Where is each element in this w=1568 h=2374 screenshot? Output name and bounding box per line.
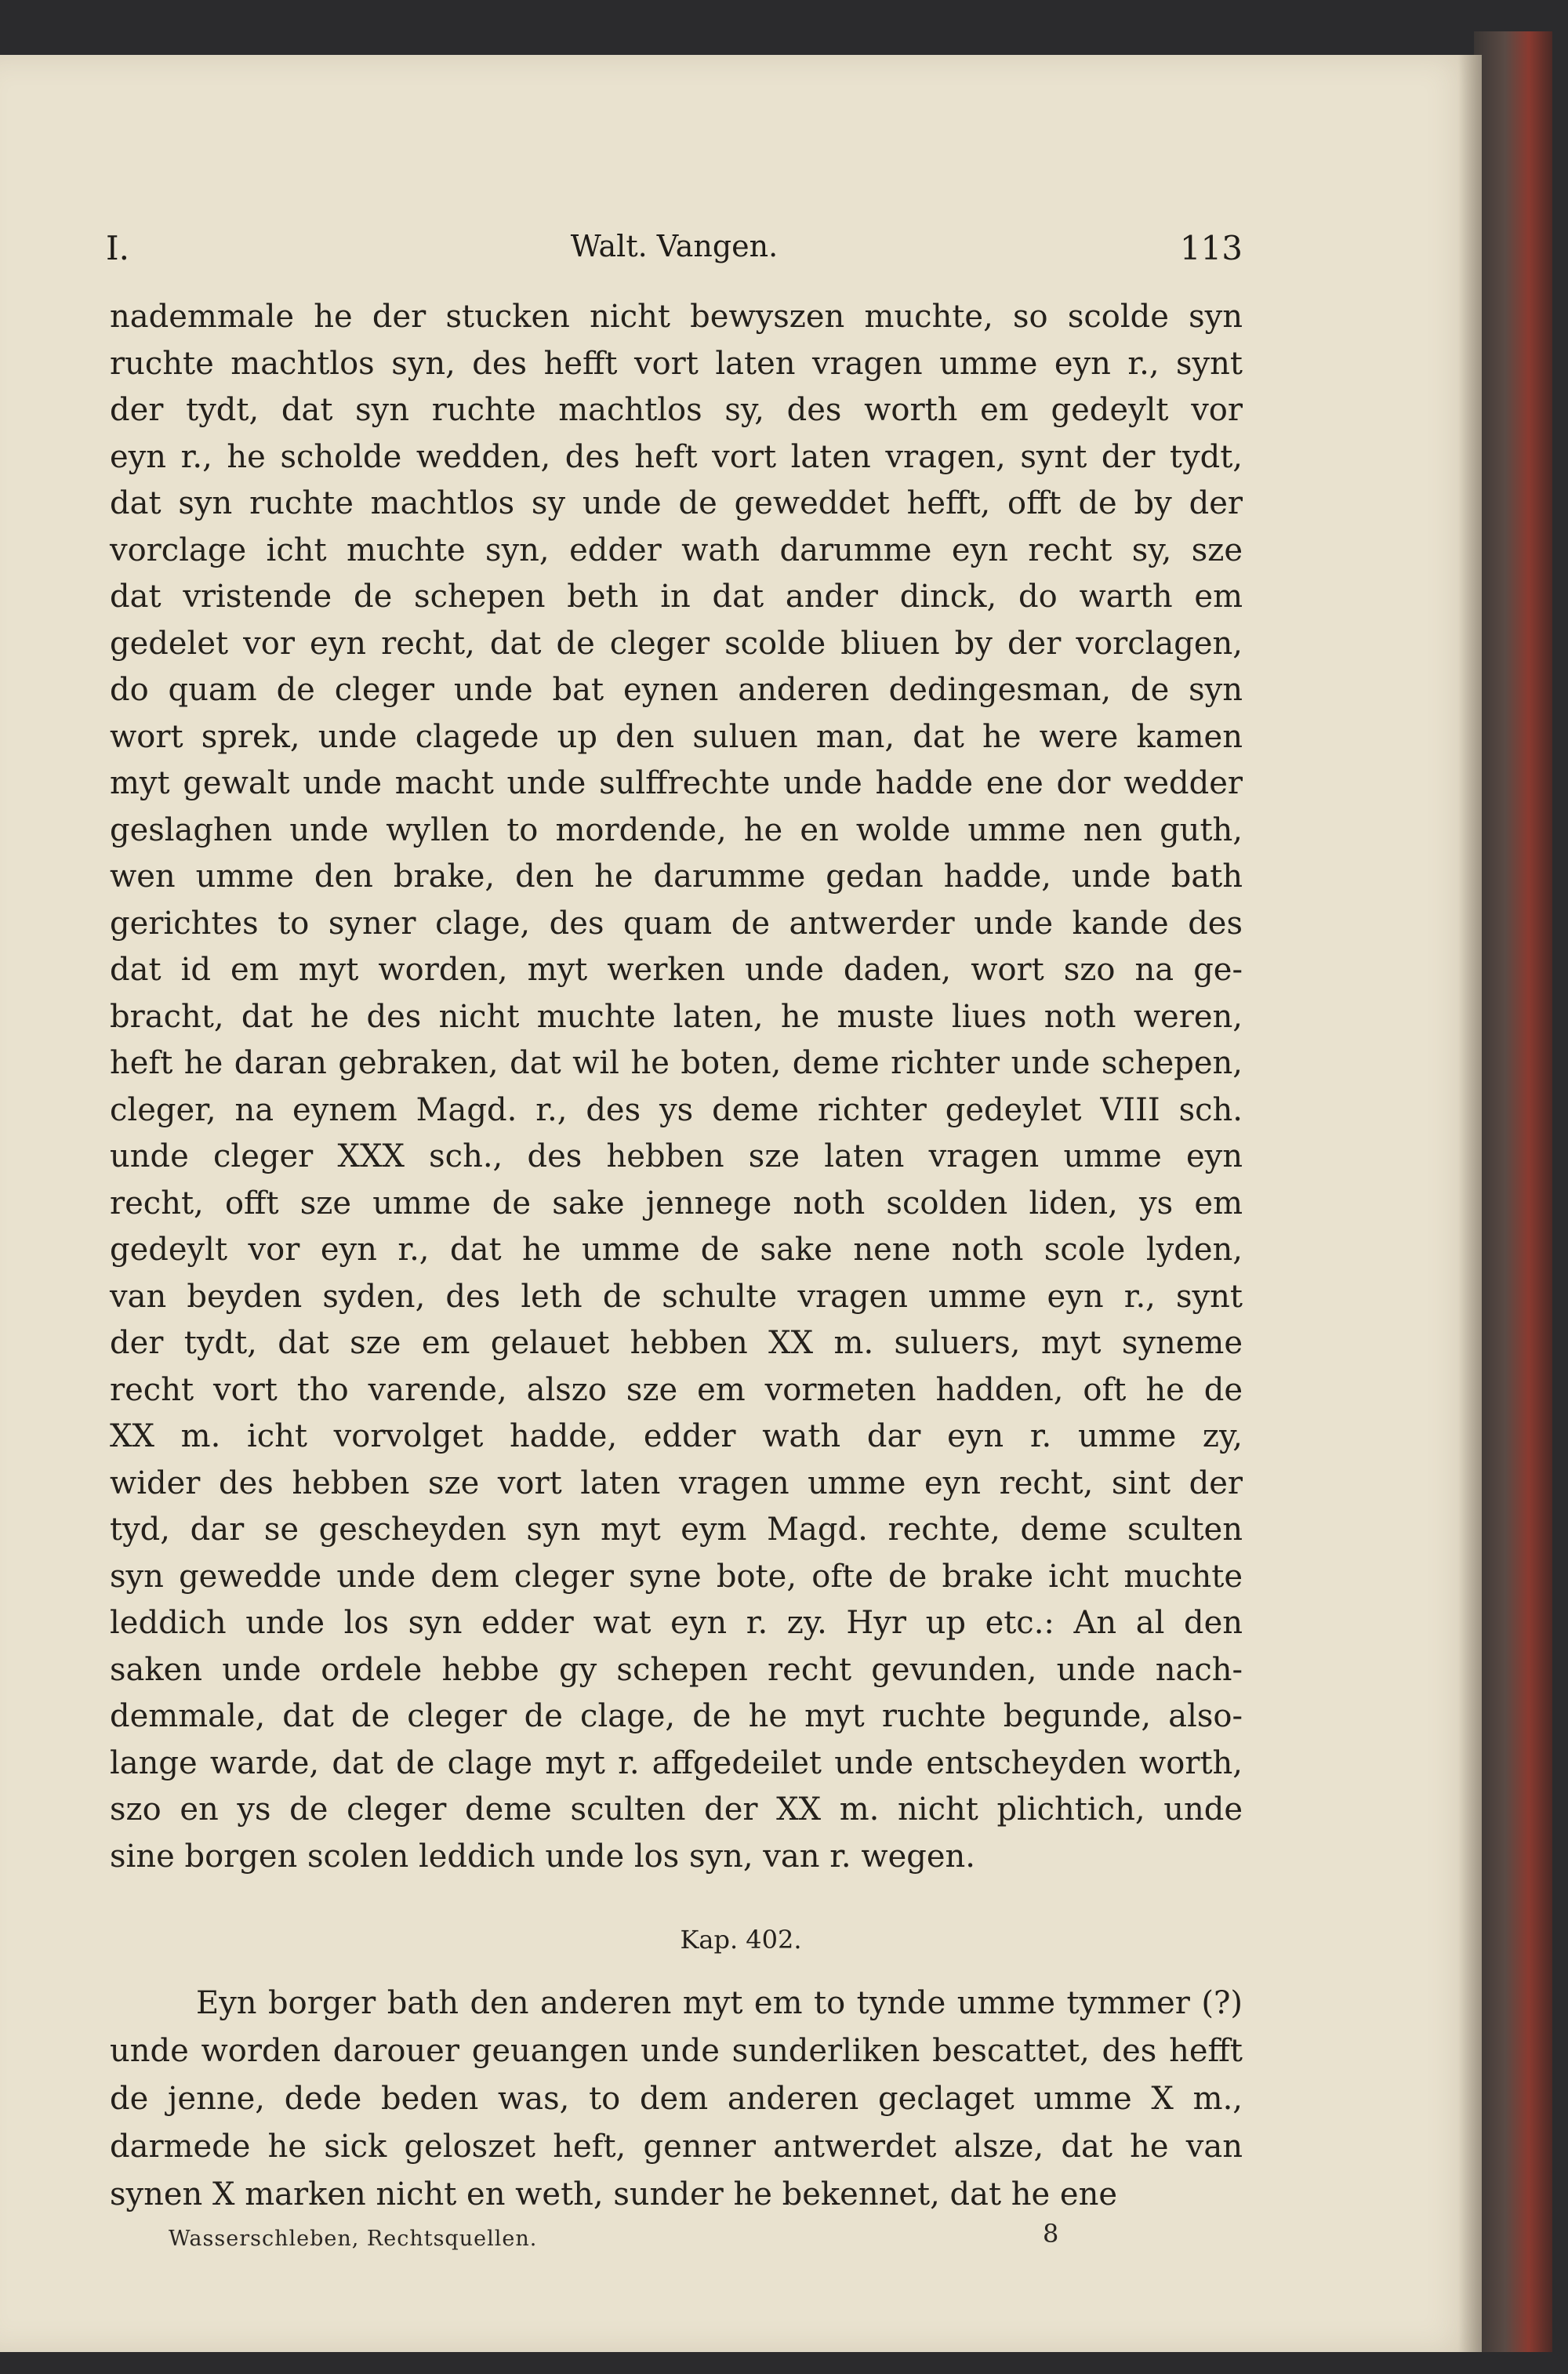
book-page [0,55,1482,2352]
text-line: vorclage icht muchte syn, edder wath darumme eyn recht sy, sze [110,532,1243,568]
section-number: I. [106,229,129,267]
text-line: wort sprek, unde clagede up den suluen man, dat he were kamen [110,718,1243,755]
page-number: 113 [1179,229,1243,267]
text-line: dat id em myt worden, myt werken unde daden, wort szo na ge- [110,952,1243,988]
chapter-text [110,1980,1243,2219]
text-line: der tydt, dat syn ruchte machtlos sy, des worth em gedeylt vor [110,392,1243,428]
text-line: saken unde ordele hebbe gy schepen recht gevunden, unde nach- [110,1651,1243,1688]
text-line: cleger, na eynem Magd. r., des ys deme richter gedeylet VIII sch. [110,1091,1243,1128]
text-line: tyd, dar se gescheyden syn myt eym Magd. rechte, deme sculten [110,1512,1243,1548]
chapter-text-line: unde worden darouer geuangen unde sunderliken bescattet, des hefft [110,2033,1243,2069]
text-line: leddich unde los syn edder wat eyn r. zy. Hyr up etc.: An al den [110,1605,1243,1641]
sheet-number: 8 [1043,2219,1059,2249]
text-line: szo en ys de cleger deme sculten der XX m. nicht plichtich, unde [110,1791,1243,1828]
text-line: dat syn ruchte machtlos sy unde de geweddet hefft, offt de by der [110,485,1243,521]
text-line: do quam de cleger unde bat eynen anderen dedingesman, de syn [110,672,1243,708]
text-line: myt gewalt unde macht unde sulffrechte unde hadde ene dor wedder [110,765,1243,801]
text-line: eyn r., he scholde wedden, des heft vort laten vragen, synt der tydt, [110,438,1243,475]
running-header [106,229,1243,276]
body-text [110,294,1243,1880]
text-line: bracht, dat he des nicht muchte laten, he muste liues noth weren, [110,998,1243,1035]
running-title: Walt. Vangen. [570,229,779,263]
text-line: wider des hebben sze vort laten vragen umme eyn recht, sint der [110,1465,1243,1501]
text-line: ruchte machtlos syn, des hefft vort laten vragen umme eyn r., synt [110,345,1243,382]
text-line: XX m. icht vorvolget hadde, edder wath dar eyn r. umme zy, [110,1418,1243,1454]
text-line: syn gewedde unde dem cleger syne bote, ofte de brake icht muchte [110,1558,1243,1595]
text-line: dat vristende de schepen beth in dat ander dinck, do warth em [110,579,1243,615]
text-line: unde cleger XXX sch., des hebben sze laten vragen umme eyn [110,1138,1243,1174]
text-line: sine borgen scolen leddich unde los syn, van r. wegen. [110,1838,976,1875]
book-edge [1474,31,1552,2352]
text-line: wen umme den brake, den he darumme gedan hadde, unde bath [110,858,1243,895]
text-line: der tydt, dat sze em gelauet hebben XX m. suluers, myt syneme [110,1325,1243,1361]
text-line: gedeylt vor eyn r., dat he umme de sake nene noth scole lyden, [110,1232,1243,1268]
text-line: van beyden syden, des leth de schulte vragen umme eyn r., synt [110,1278,1243,1315]
footer-signature: Wasserschleben, Rechtsquellen. [169,2227,538,2251]
chapter-text-line: Eyn borger bath den anderen myt em to tynde umme tymmer (?) [196,1985,1243,2021]
text-line: demmale, dat de cleger de clage, de he myt ruchte begunde, also- [110,1698,1243,1734]
text-line: gedelet vor eyn recht, dat de cleger scolde bliuen by der vorclagen, [110,625,1243,662]
chapter-heading: Kap. 402. [680,1925,802,1955]
page-footer [169,2219,1243,2266]
text-line: lange warde, dat de clage myt r. affgedeilet unde entscheyden worth, [110,1744,1243,1781]
text-line: recht, offt sze umme de sake jennege noth scolden liden, ys em [110,1185,1243,1221]
text-line: recht vort tho varende, alszo sze em vormeten hadden, oft he de [110,1371,1243,1408]
text-line: heft he daran gebraken, dat wil he boten, deme richter unde schepen, [110,1045,1243,1081]
text-line: geslaghen unde wyllen to mordende, he en wolde umme nen guth, [110,811,1243,848]
chapter-text-line: de jenne, dede beden was, to dem anderen geclaget umme X m., [110,2081,1243,2117]
text-line: nademmale he der stucken nicht bewyszen muchte, so scolde syn [110,299,1243,335]
chapter-text-line: synen X marken nicht en weth, sunder he bekennet, dat he ene [110,2176,1118,2212]
text-line: gerichtes to syner clage, des quam de antwerder unde kande des [110,905,1243,942]
chapter-text-line: darmede he sick geloszet heft, genner antwerdet alsze, dat he van [110,2129,1243,2165]
